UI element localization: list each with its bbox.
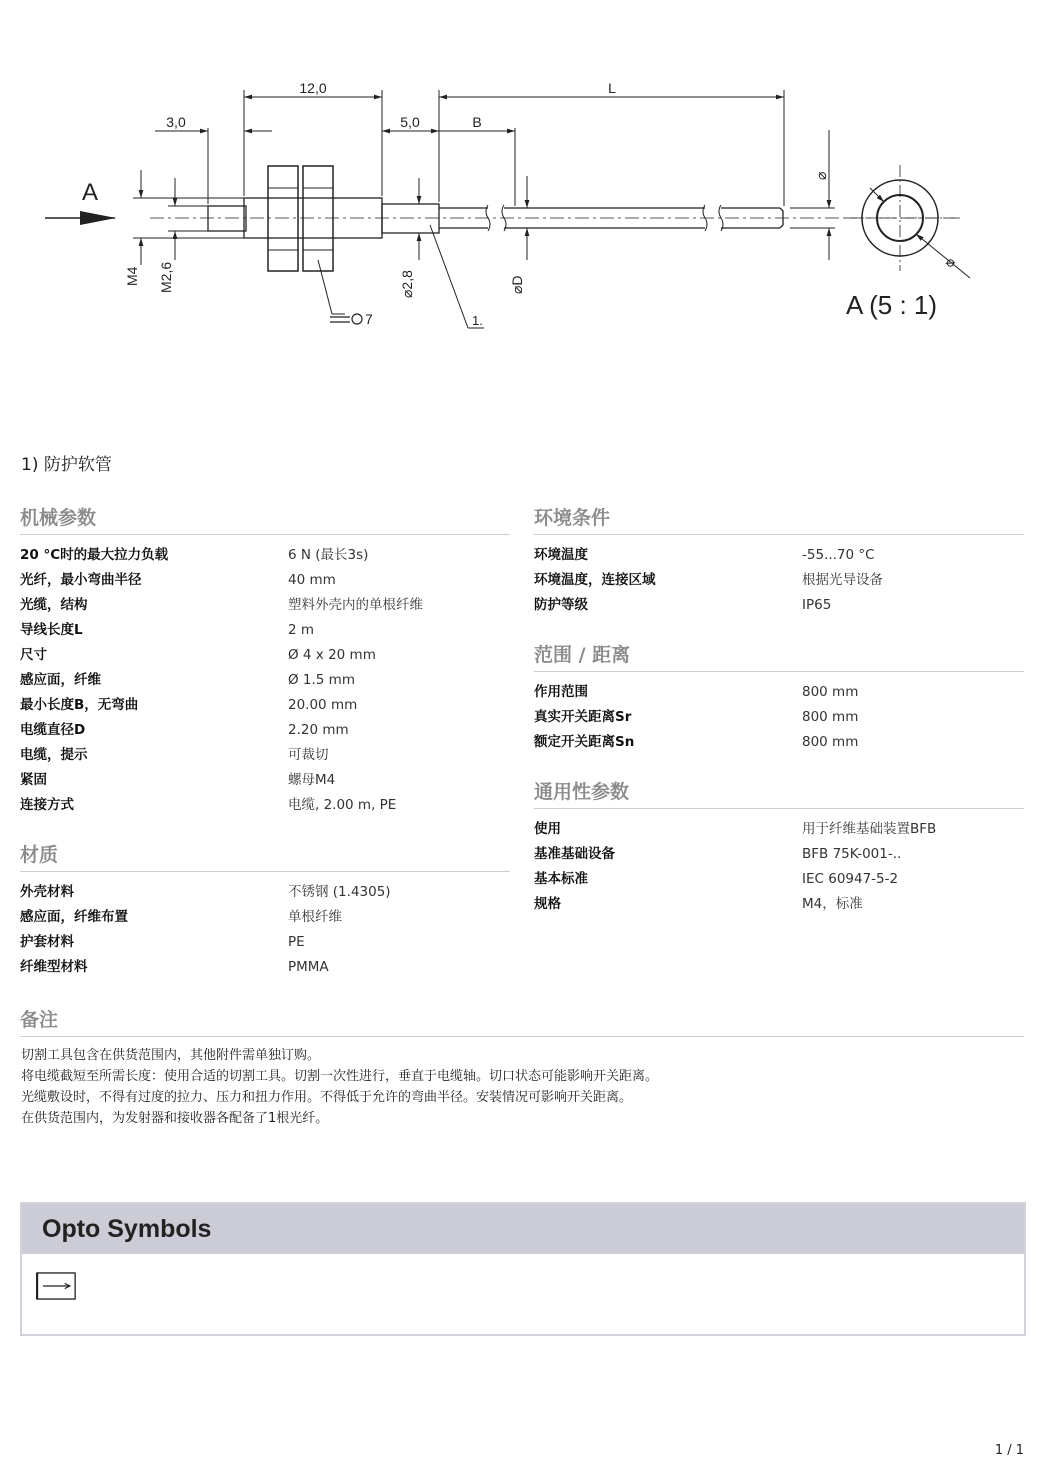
dim-m26-label: M2,6 (158, 261, 174, 293)
row-value: IEC 60947-5-2 (802, 871, 899, 887)
row-key: 20 °C时的最大拉力负载 (20, 547, 169, 563)
row-value: 800 mm (802, 684, 859, 700)
row-value: 单根纤维 (288, 909, 342, 925)
dim-D-label: ⌀D (509, 275, 525, 294)
table-row (534, 568, 1024, 593)
row-key: 最小长度B，无弯曲 (20, 697, 139, 713)
table-row (534, 543, 1024, 568)
row-value: 塑料外壳内的单根纤维 (288, 597, 423, 613)
row-value: 800 mm (802, 734, 859, 750)
environment-title: 环境条件 (534, 503, 1024, 535)
row-key: 导线长度L (20, 622, 83, 638)
dim-m4-label: M4 (124, 266, 140, 286)
row-value: Ø 4 x 20 mm (288, 647, 376, 663)
row-key: 环境温度，连接区域 (534, 572, 656, 588)
table-row (534, 680, 1024, 705)
dim-d28-label: ⌀2,8 (399, 270, 415, 298)
environment-table (534, 543, 1024, 618)
row-value: 根据光导设备 (802, 572, 883, 588)
general-title: 通用性参数 (534, 777, 1024, 809)
page-number: 1 / 1 (994, 1443, 1024, 1458)
row-value: M4，标准 (802, 896, 863, 912)
row-key: 光纤，最小弯曲半径 (20, 572, 142, 588)
opto-symbols-title: Opto Symbols (22, 1204, 1024, 1254)
range-title: 范围 / 距离 (534, 640, 1024, 672)
row-key: 基准基础设备 (534, 846, 615, 862)
row-key: 感应面，纤维 (20, 672, 101, 688)
dim-12-label: 12,0 (299, 80, 327, 96)
row-value: -55...70 °C (802, 547, 875, 563)
row-key: 真实开关距离Sr (534, 709, 632, 725)
table-row (20, 668, 510, 693)
row-value: PMMA (288, 959, 329, 975)
table-row (20, 693, 510, 718)
mechanical-title: 机械参数 (20, 503, 510, 535)
row-value: Ø 1.5 mm (288, 672, 355, 688)
row-value: 电缆, 2.00 m, PE (288, 797, 397, 813)
row-value: 螺母M4 (288, 772, 336, 788)
row-value: 800 mm (802, 709, 859, 725)
general-table (534, 817, 1024, 917)
row-key: 电缆直径D (20, 722, 86, 738)
row-value: IP65 (802, 597, 832, 613)
emitter-arrow-symbol-icon (36, 1272, 76, 1300)
row-key: 作用范围 (534, 684, 588, 700)
dim-d15-label: ⌀ (943, 253, 960, 271)
row-key: 尺寸 (20, 647, 47, 663)
row-value: 2 m (288, 622, 315, 638)
table-row (534, 593, 1024, 618)
row-key: 防护等级 (534, 597, 588, 613)
row-key: 光缆，结构 (20, 597, 88, 613)
mechanical-table (20, 543, 510, 818)
dim-B-label: B (472, 114, 482, 130)
technical-drawing (0, 60, 1057, 350)
row-value: 可裁切 (288, 747, 329, 763)
table-row (20, 618, 510, 643)
table-row (534, 867, 1024, 892)
row-key: 规格 (534, 896, 561, 912)
footnote: 1) 防护软管 (21, 455, 112, 475)
dim-L-label: L (608, 80, 616, 96)
row-value: PE (288, 934, 305, 950)
table-row (20, 743, 510, 768)
row-key: 紧固 (20, 772, 47, 788)
dim-5-label: 5,0 (400, 114, 420, 130)
table-row (20, 593, 510, 618)
table-row (20, 880, 510, 905)
table-row (20, 568, 510, 593)
table-row (20, 643, 510, 668)
row-value: 40 mm (288, 572, 336, 588)
opto-symbols-panel (20, 1202, 1026, 1336)
row-value: 2.20 mm (288, 722, 349, 738)
notes-section (20, 1005, 1024, 1129)
table-row (534, 892, 1024, 917)
table-row (20, 768, 510, 793)
row-key: 基本标准 (534, 871, 588, 887)
notes-title: 备注 (20, 1005, 1024, 1037)
dim-d22-label: ⌀ (813, 171, 829, 180)
row-key: 感应面，纤维布置 (20, 909, 128, 925)
note-line: 将电缆截短至所需长度：使用合适的切割工具。切割一次性进行，垂直于电缆轴。切口状态可能影响开关距离。 (21, 1069, 659, 1084)
row-value: 6 N (最长3s) (288, 547, 369, 563)
row-value: 用于纤维基础装置BFB (802, 821, 937, 837)
row-value: BFB 75K-001-.. (802, 846, 902, 862)
callout-1-label: 1. (472, 313, 483, 328)
row-key: 使用 (534, 821, 561, 837)
left-column (20, 503, 510, 1002)
material-title: 材质 (20, 840, 510, 872)
row-key: 连接方式 (20, 797, 74, 813)
row-value: 20.00 mm (288, 697, 358, 713)
table-row (20, 543, 510, 568)
table-row (20, 793, 510, 818)
right-column (534, 503, 1024, 939)
material-table (20, 880, 510, 980)
dim-3-label: 3,0 (166, 114, 186, 130)
section-view-label: A (5 : 1) (846, 290, 938, 320)
table-row (534, 842, 1024, 867)
wrench-size-label: 7 (365, 311, 373, 327)
table-row (20, 718, 510, 743)
row-key: 环境温度 (534, 547, 588, 563)
row-key: 额定开关距离Sn (534, 734, 635, 750)
note-line: 光缆敷设时，不得有过度的拉力、压力和扭力作用。不得低于允许的弯曲半径。安装情况可影响开关距离。 (21, 1090, 633, 1105)
note-line: 在供货范围内，为发射器和接收器各配备了1根光纤。 (21, 1111, 329, 1126)
row-key: 纤维型材料 (20, 959, 88, 975)
table-row (20, 930, 510, 955)
note-line: 切割工具包含在供货范围内，其他附件需单独订购。 (21, 1048, 321, 1063)
table-row (20, 905, 510, 930)
row-key: 电缆，提示 (20, 747, 88, 763)
view-arrow-label: A (81, 179, 99, 206)
notes-body (20, 1045, 1024, 1129)
table-row (534, 705, 1024, 730)
range-table (534, 680, 1024, 755)
table-row (534, 730, 1024, 755)
row-value: 不锈钢 (1.4305) (288, 884, 391, 900)
row-key: 外壳材料 (20, 884, 74, 900)
table-row (20, 955, 510, 980)
row-key: 护套材料 (20, 934, 74, 950)
table-row (534, 817, 1024, 842)
